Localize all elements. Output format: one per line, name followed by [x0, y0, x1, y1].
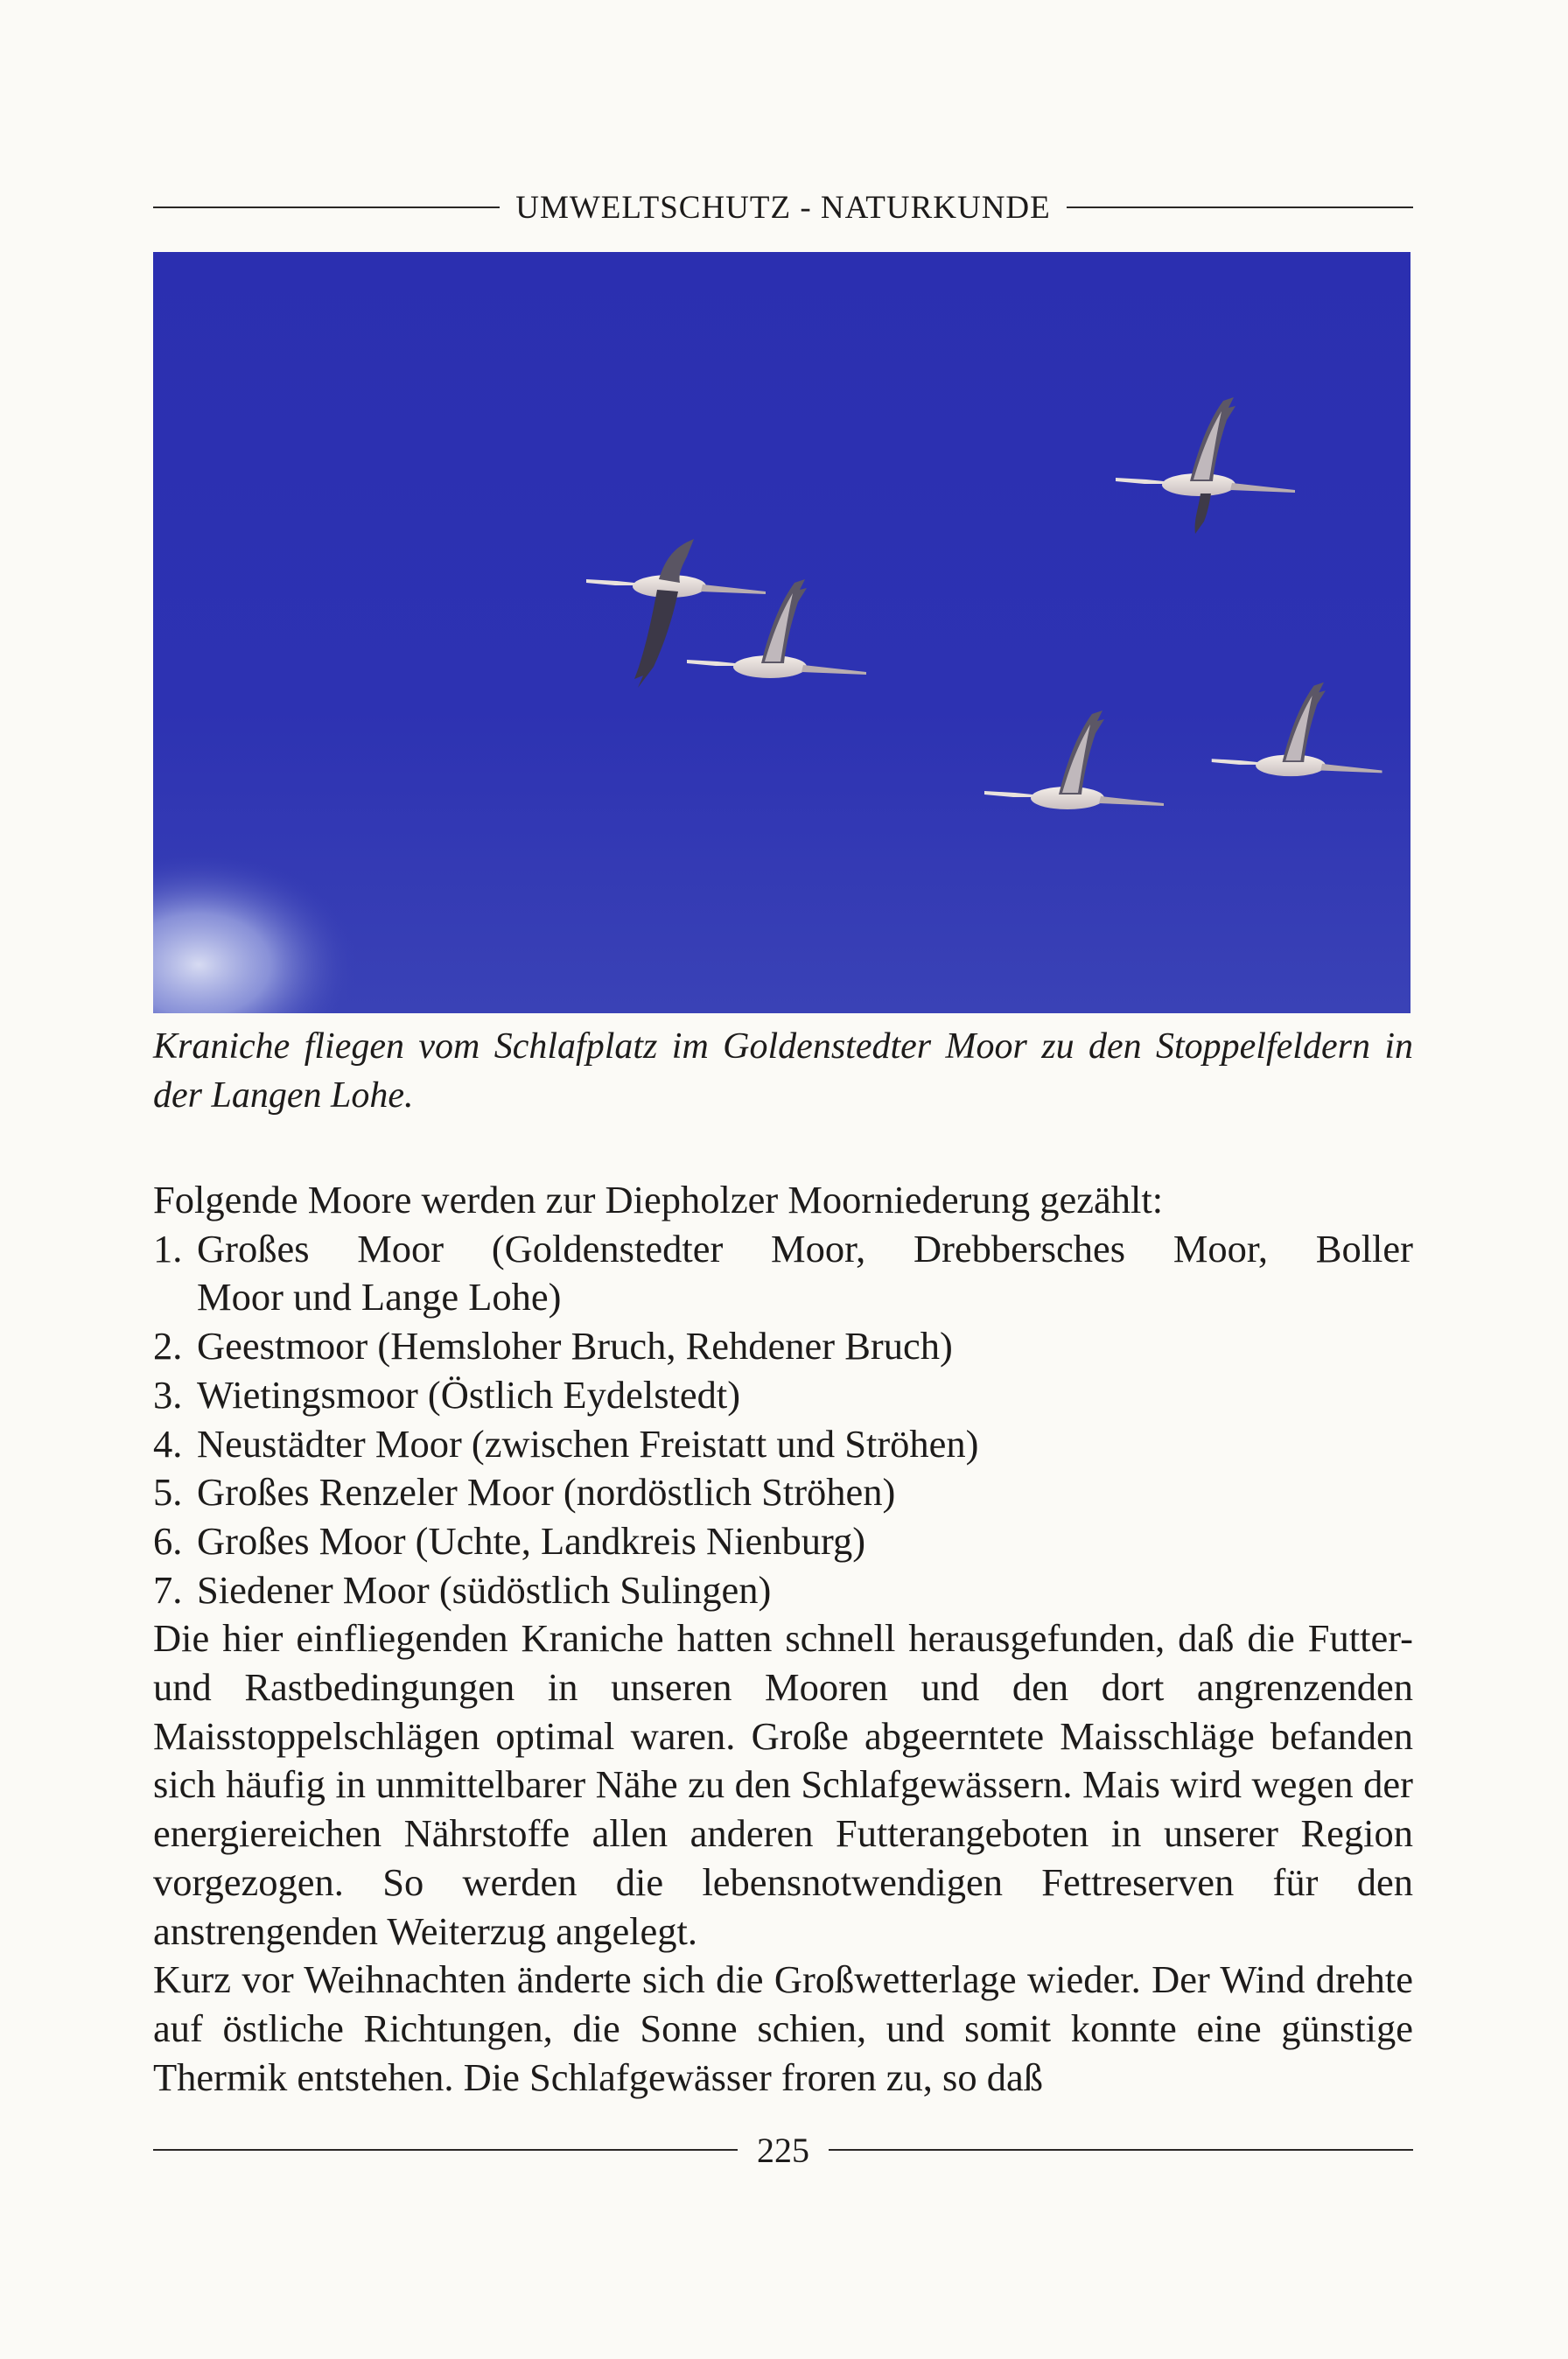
footer-rule-left: [153, 2149, 738, 2151]
list-item-text: Großes Renzeler Moor (nordöstlich Ströhen): [197, 1470, 896, 1515]
list-item: [153, 1322, 1413, 1371]
crane-photo: [153, 252, 1410, 1013]
list-item-text: Wietingsmoor (Östlich Eydelstedt): [197, 1372, 741, 1417]
list-number: 1.: [153, 1226, 183, 1270]
list-item: [153, 1566, 1413, 1615]
list-item: [153, 1517, 1413, 1566]
footer-rule-right: [829, 2149, 1413, 2151]
paragraph-weather: Kurz vor Weihnachten änderte sich die Großwetterlage wieder. Der Wind drehte auf östliche Richtungen, die Sonne schien, und somit konnte eine günstige Thermik entstehen. Die Schlafgewässer froren zu, so daß: [153, 1957, 1413, 2099]
list-number: 2.: [153, 1324, 183, 1368]
list-item-text: Großes Moor (Uchte, Landkreis Nienburg): [197, 1518, 866, 1563]
list-item: [153, 1420, 1413, 1469]
list-item-text: Großes Moor (Goldenstedter Moor, Drebbersches Moor, Boller: [197, 1226, 1413, 1270]
paragraph-feeding: Die hier einfliegenden Kraniche hatten schnell herausgefunden, daß die Futter- und Rastbedingungen in unseren Mooren und den dort angrenzenden Maisstoppelschlägen optimal waren. Große abgeerntete Maisschläge befanden sich häufig in unmittelbarer Nähe zu den Schlafgewässern. Mais wird wegen der energiereichen Nährstoffe allen anderen Futterangeboten in unserer Region vorgezogen. So werden die lebensnotwendigen Fettreserven für den anstrengenden Weiterzug angelegt.: [153, 1616, 1413, 1953]
list-item: [153, 1371, 1413, 1420]
list-item-continuation: Moor und Lange Lohe): [197, 1275, 562, 1320]
list-intro: Folgende Moore werden zur Diepholzer Moorniederung gezählt:: [153, 1178, 1164, 1222]
cloud: [153, 690, 608, 1013]
list-number: 5.: [153, 1470, 183, 1515]
photo-caption: Kraniche fliegen vom Schlafplatz im Goldenstedter Moor zu den Stoppelfeldern in der Langen Lohe.: [153, 1026, 1413, 1116]
running-footer: [153, 2124, 1413, 2176]
list-number: 4.: [153, 1421, 183, 1466]
list-number: 6.: [153, 1518, 183, 1563]
crane-photo-image: [153, 252, 1410, 1013]
list-item: [153, 1468, 1413, 1517]
body-text: [153, 1176, 1413, 2102]
running-header: [153, 186, 1413, 229]
list-item: [153, 1225, 1413, 1322]
list-item-text: Siedener Moor (südöstlich Sulingen): [197, 1567, 772, 1612]
list-item-text: Geestmoor (Hemsloher Bruch, Rehdener Bruch): [197, 1324, 953, 1368]
list-number: 3.: [153, 1372, 183, 1417]
list-number: 7.: [153, 1567, 183, 1612]
page-number: 225: [757, 2130, 809, 2170]
header-rule-left: [153, 206, 500, 208]
header-rule-right: [1067, 206, 1413, 208]
section-title: UMWELTSCHUTZ - NATURKUNDE: [515, 189, 1051, 226]
moor-list: [153, 1225, 1413, 1615]
list-item-text: Neustädter Moor (zwischen Freistatt und Ströhen): [197, 1421, 979, 1466]
